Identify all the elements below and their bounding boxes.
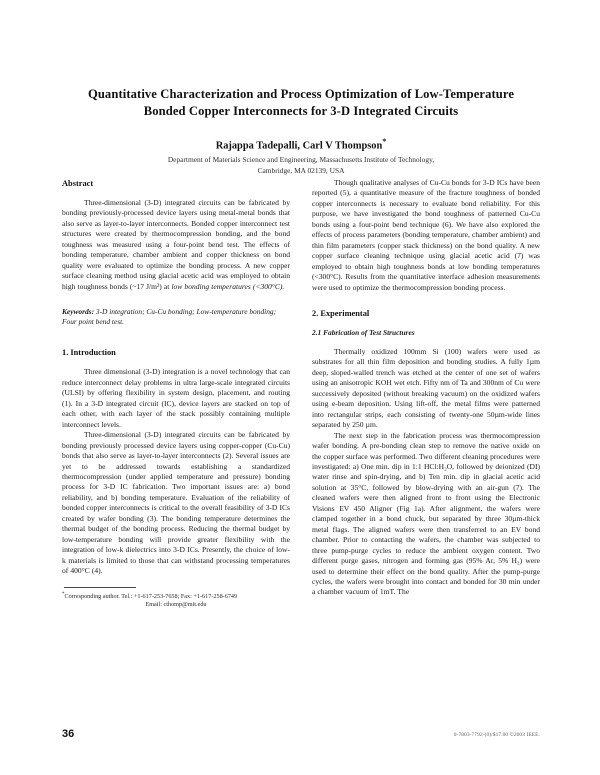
footnote-line-1: Corresponding author. Tel.: +1-617-253-7658; Fax: +1-617-258-6749 (64, 592, 238, 600)
affiliation (62, 155, 540, 175)
intro-paragraph-2: Three-dimensional (3-D) integrated circuits can be fabricated by bonding previously processed device layers using copper-copper (Cu-Cu) bonds that also serve as layer-to-layer interconnects (2). Several issues are yet to be addressed towards establishing a standardized thermocompression (under applied temperature and pressure) bonding process for 3-D IC fabrication. Two important issues are: a) bond reliability, and b) bonding temperature. Evaluation of the reliability of bonded copper interconnects is critical to the overall feasibility of 3-D ICs created by wafer bonding (3). The bonding temperature determines the thermal budget of the bonding process. Reducing the thermal budget by low-temperature bonding will provide greater flexibility with the integration of low-k dielectrics into 3-D ICs. Presently, the choice of low-k materials is limited to those that can withstand processing temperatures of 400°C (4). (62, 430, 290, 576)
page-content (62, 0, 540, 775)
keywords-label: Keywords: (62, 307, 95, 317)
keywords (62, 307, 290, 327)
page-number: 36 (62, 728, 75, 740)
paper-title-line-1: Quantitative Characterization and Process Optimization of Low-Temperature (87, 87, 515, 101)
affiliation-line-2: Cambridge, MA 02139, USA (257, 165, 345, 175)
keywords-text: 3-D integration; Cu-Cu bonding; Low-temperature bonding; Four point bend test. (62, 307, 277, 327)
intro-paragraph-1: Three dimensional (3-D) integration is a novel technology that can reduce interconnect delay problems in ultra large-scale integrated circuits (ULSI) by offering flexibility in system design, placement, and routing (1). In a 3-D integrated circuit (IC), device layers are stacked on top of each other, with each layer of the stack possibly containing multiple interconnect levels. (62, 367, 290, 429)
paper-title-line-2: Bonded Copper Interconnects for 3-D Integrated Circuits (143, 103, 459, 118)
right-paragraph-1: Though qualitative analyses of Cu-Cu bonds for 3-D ICs have been reported (5), a quantitative measure of the fracture toughness of bonded copper interconnects is necessary to evaluate bond reliability. For this purpose, we have investigated the bond toughness of patterned Cu-Cu bonds using a four-point bend technique (6). We have also explored the effects of process parameters (bonding temperature, chamber ambient) and thin film parameters (copper stack thickness) on the bond quality. A new copper surface cleaning technique using glacial acetic acid (7) was employed to obtain high toughness bonds at low bonding temperatures (<300°C). Results from the quantitative interface adhesion measurements were used to optimize the thermocompression bonding process. (312, 178, 540, 292)
footnote-block (62, 587, 290, 610)
footnote-marker: * (62, 591, 65, 597)
footnote-line-1-wrap (62, 591, 290, 602)
author-names: Rajappa Tadepalli, Carl V Thompson (215, 140, 383, 152)
right-paragraph-3: The next step in the fabrication process was thermocompression wafer bonding. A pre-bonding clean step to remove the native oxide on the copper surface was performed. Two different cleaning procedures were investigated: a) One min. dip in 1:1 HCl:H₂O, followed by deionized (DI) water rinse and spin-drying, and b) Ten min. dip in glacial acetic acid solution at 35°C, followed by blow-drying with an air-gun (7). The cleaned wafers were then aligned front to front using the Electronic Visions EV 450 Aligner (Fig 1a). After alignment, the wafers were clamped together in a bond chuck, but separated by three 30µm-thick metal flags. The aligned wafers were then transferred to an EV bond chamber. Prior to contacting the wafers, the chamber was subjected to three pump-purge cycles to reduce the ambient oxygen content. Two different purge gases, nitrogen and forming gas (95% Ar, 5% H₂) were used to determine their effect on the bond quality. After the pump-purge cycles, the wafers were brought into contact and bonded for 30 min under a chamber vacuum of 1mT. The (312, 430, 540, 597)
abstract-paragraph (62, 198, 290, 292)
footnote-divider (64, 587, 136, 588)
page-footer (62, 728, 540, 744)
left-column (62, 178, 290, 610)
abstract-text: Three-dimensional (3-D) integrated circuits can be fabricated by bonding previously-processed device layers using metal-metal bonds that also serve as layer-to-layer interconnects. Bonded copper interconnect test structures were created by thermocompression bonding, and the bond toughness was measured using a four-point bend test. The effects of bonding temperature, chamber ambient and copper thickness on bond quality were evaluated to optimize the bonding process. A new copper surface cleaning method using glacial acetic acid was employed to obtain high toughness bonds (~17 J/m²) at (62, 198, 290, 291)
title-block (62, 86, 540, 176)
affiliation-line-1: Department of Materials Science and Engineering, Massachusetts Institute of Technology, (167, 155, 435, 165)
right-paragraph-2: Thermally oxidized 100mm Si (100) wafers were used as substrates for all thin film deposition and bonding studies. A fully 1µm deep, sloped-walled trench was etched at the center of one set of wafers using an anisotropic KOH wet etch. Fifty nm of Ta and 300nm of Cu were successively deposited (without breaking vacuum) on the oxidized wafers using e-beam deposition. Using lift-off, the metal films were patterned into rectangular strips, each consisting of twenty-one 50µm-wide lines separated by 250 µm. (312, 346, 540, 430)
introduction-heading: 1. Introduction (62, 348, 116, 358)
author-list (62, 135, 540, 152)
experimental-heading: 2. Experimental (312, 308, 370, 318)
page-title (62, 86, 540, 119)
subsection-heading-fabrication: 2.1 Fabrication of Test Structures (312, 327, 415, 337)
abstract-heading: Abstract (62, 179, 94, 188)
author-footnote-marker: * (382, 137, 387, 146)
copyright-identifier: 0-7803-7792-(0)/$17.00 ©2003 IEEE. (453, 732, 540, 738)
footnote-line-2: Email: cthomp@mit.edu (145, 601, 207, 609)
abstract-text-italic: low bonding temperatures (<300°C). (171, 281, 285, 291)
right-column (312, 178, 540, 598)
